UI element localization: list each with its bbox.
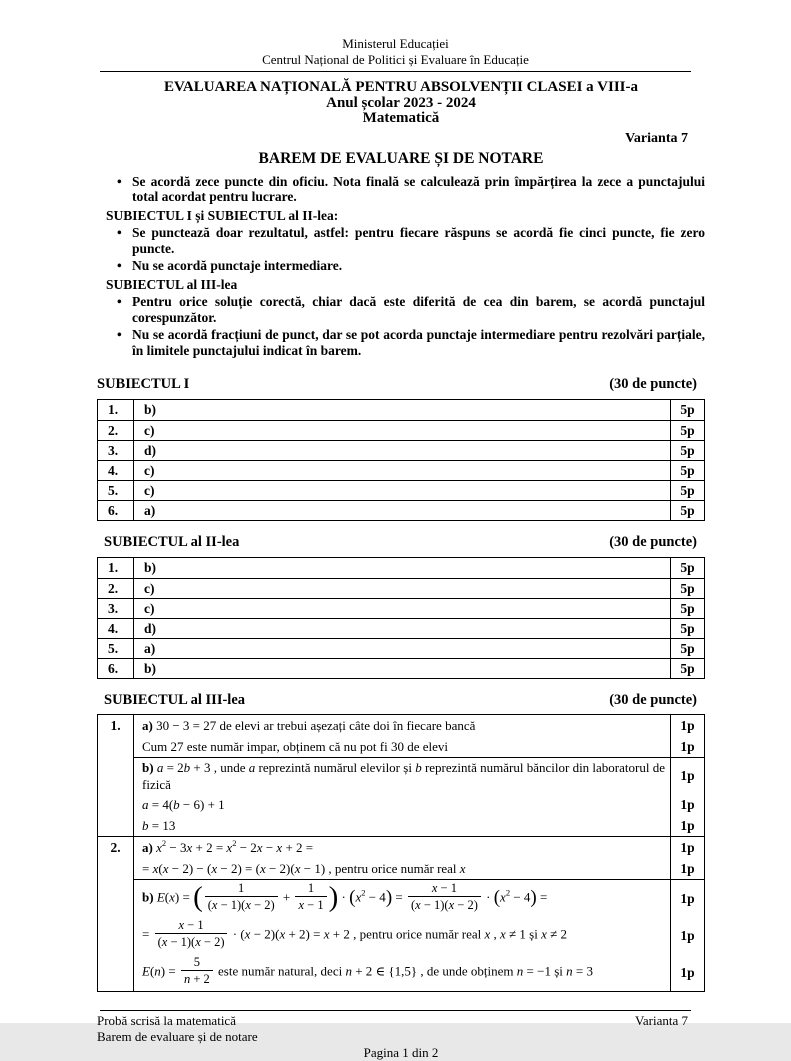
text-segment: x <box>178 918 185 932</box>
row-number: 3. <box>98 599 134 618</box>
text-segment: b <box>415 760 422 775</box>
solution-line <box>134 736 704 757</box>
section-heading-2 <box>97 535 705 550</box>
text-segment: x <box>195 935 201 949</box>
text-segment: ( <box>410 898 416 912</box>
text-segment: ( <box>157 935 162 949</box>
text-segment: b <box>173 797 180 812</box>
text-segment: x <box>211 898 218 912</box>
text-segment: x <box>226 840 233 855</box>
row-number: 2. <box>98 421 134 440</box>
row-answer: c) <box>144 482 155 498</box>
text-segment: − 2)( <box>265 861 295 876</box>
row-points: 5p <box>670 421 704 440</box>
table-row <box>98 420 704 440</box>
answers-table-subject1 <box>97 399 705 521</box>
text-segment: = 13 <box>148 818 176 833</box>
row-number: 4. <box>98 461 134 480</box>
instruction-bullet: • Se punctează doar rezultatul, astfel: pentru fiecare răspuns se acordă fie cinci puncte, fie zero puncte. <box>97 225 705 256</box>
text-segment: − 1 <box>184 918 204 932</box>
text-segment: reprezintă numărul elevilor și <box>255 760 416 775</box>
text-segment: 2 <box>161 838 167 848</box>
solution-points: 1p <box>670 715 704 736</box>
row-number: 5. <box>98 481 134 500</box>
text-segment: ( <box>164 889 170 905</box>
variant-label: Varianta 7 <box>625 130 688 146</box>
answers-table-subject2 <box>97 557 705 679</box>
table-row <box>98 598 704 618</box>
text-segment: n <box>345 963 352 979</box>
text-segment: n <box>516 963 524 979</box>
header-center: Centrul Național de Politici și Evaluare în Educație <box>262 52 529 67</box>
row-answer: d) <box>144 442 157 458</box>
text-segment: x <box>276 840 283 855</box>
text-segment: n <box>154 963 161 979</box>
row-answer: b) <box>144 560 157 575</box>
big-paren: ) <box>530 886 537 908</box>
math-fraction <box>181 955 213 986</box>
big-paren: ) <box>385 886 393 908</box>
text-segment: x <box>355 889 362 905</box>
solution-points: 1p <box>670 794 704 815</box>
text-segment: ( <box>149 963 155 979</box>
row-number: 2. <box>98 837 134 991</box>
text-segment: − 3 <box>166 840 187 855</box>
table-row <box>98 558 704 578</box>
solution-points: 1p <box>670 758 704 794</box>
table-row <box>98 638 704 658</box>
solution-text <box>134 794 670 815</box>
table-row <box>98 618 704 638</box>
text-segment: ( <box>207 898 212 912</box>
row-number: 1. <box>98 715 134 836</box>
math-fraction <box>205 881 278 912</box>
text-segment: − 2) = ( <box>217 861 260 876</box>
text-segment: · <box>482 889 494 905</box>
text-segment: x <box>415 898 421 912</box>
text-segment: = 2 <box>163 760 184 775</box>
solution-line <box>134 880 704 917</box>
row-answer: c) <box>144 600 155 616</box>
text-segment: 2 <box>232 838 237 848</box>
row-number: 3. <box>98 441 134 460</box>
row-points: 5p <box>670 619 704 638</box>
table-row <box>98 500 704 520</box>
text-segment: + 2 , pentru orice număr real <box>329 926 485 942</box>
text-segment: este număr natural, deci <box>214 963 346 979</box>
text-segment: x <box>259 861 266 876</box>
section-title: SUBIECTUL I <box>97 376 190 392</box>
solution-line <box>134 954 704 991</box>
text-segment: = <box>142 861 153 876</box>
footer-exam-type: Probă scrisă la matematică <box>97 1013 236 1028</box>
text-segment: x <box>169 889 175 905</box>
math-fraction <box>408 881 481 912</box>
text-segment: x <box>500 889 506 905</box>
text-segment: x <box>152 861 159 876</box>
header-ministry: Ministerul Educației <box>342 36 449 51</box>
footer-page-number: Pagina 1 din 2 <box>363 1045 439 1060</box>
row-number: 1. <box>98 400 134 420</box>
table-row <box>98 578 704 598</box>
text-segment: x <box>279 926 286 942</box>
text-segment: + 2 = <box>192 840 227 855</box>
instruction-bullet: • Se acordă zece puncte din oficiu. Nota finală se calculează prin împărțirea la zece a punctajului total acordat pentru lucrare. <box>97 174 705 205</box>
text-segment: − 2)( <box>250 926 280 942</box>
footer-variant: Varianta 7 <box>634 1013 688 1028</box>
text-segment: − 2) <box>250 898 275 912</box>
big-paren: ( <box>349 886 356 908</box>
row-answer: b) <box>144 402 157 417</box>
text-segment: 1 <box>238 881 245 895</box>
math-fraction <box>295 881 326 912</box>
solution-text <box>134 837 670 858</box>
solution-subrow <box>134 715 704 757</box>
row-answer: c) <box>144 462 155 478</box>
text-segment: · <box>338 889 350 905</box>
text-segment: − 2) <box>454 898 478 912</box>
text-segment: · ( <box>229 926 245 942</box>
big-paren: ) <box>328 880 339 913</box>
row-points: 5p <box>670 501 704 520</box>
fraction-numerator <box>295 881 326 897</box>
instruction-bullet: • Pentru orice soluție corectă, chiar dacă este diferită de cea din barem, se acordă punctajul corespunzător. <box>97 294 705 325</box>
solution-text <box>134 715 670 736</box>
text-segment: + 2) = <box>285 926 324 942</box>
text-segment: x <box>256 840 263 855</box>
section-points: (30 de puncte) <box>609 692 697 708</box>
row-answer: d) <box>144 620 157 636</box>
text-segment: x <box>323 926 330 942</box>
solution-subrow <box>134 837 704 879</box>
text-segment: x <box>541 926 547 942</box>
solution-text <box>134 954 670 991</box>
row-points: 5p <box>670 599 704 618</box>
text-segment: ) = <box>160 963 179 979</box>
text-segment: − 1 <box>304 898 324 912</box>
text-segment: = −1 și <box>523 963 567 979</box>
text-segment: 5 <box>193 955 200 969</box>
text-segment: + 3 , unde <box>190 760 249 775</box>
text-segment: − 6) + 1 <box>179 797 225 812</box>
row-number: 6. <box>98 501 134 520</box>
text-segment: reprezintă numărul băncilor din laboratorul de fizică <box>142 760 665 792</box>
text-segment: − 1 <box>437 881 457 895</box>
section-heading-1 <box>97 377 705 392</box>
text-segment: = 4( <box>148 797 174 812</box>
solution-points: 1p <box>670 880 704 917</box>
section-heading-3 <box>97 693 705 708</box>
big-paren: ( <box>193 880 203 913</box>
text-segment: x <box>298 898 305 912</box>
text-segment: 2 <box>505 887 511 898</box>
text-segment: b <box>142 818 149 833</box>
row-points: 5p <box>670 481 704 500</box>
solution-points: 1p <box>670 736 704 757</box>
text-segment: x <box>500 926 506 942</box>
text-segment: − 1)( <box>217 898 246 912</box>
text-segment: Cum 27 este număr impar, obținem că nu pot fi 30 de elevi <box>142 739 448 754</box>
solution-row <box>98 715 704 836</box>
solution-line <box>134 794 704 815</box>
table-row <box>98 440 704 460</box>
text-segment: ≠ 1 și <box>505 926 542 942</box>
text-segment: 1 <box>307 881 315 895</box>
text-segment: = <box>392 889 406 905</box>
text-segment: = <box>142 926 153 942</box>
solution-line <box>134 917 704 954</box>
row-answer: b) <box>144 660 157 676</box>
row-number: 2. <box>98 579 134 598</box>
fraction-numerator <box>408 881 481 897</box>
text-segment: b <box>183 760 191 775</box>
fraction-numerator <box>205 881 278 897</box>
text-segment: 2 <box>361 887 366 898</box>
text-segment: x <box>431 881 438 895</box>
solution-points: 1p <box>670 815 704 836</box>
section-title: SUBIECTUL al II-lea <box>104 534 240 550</box>
footer-rule <box>100 1010 691 1011</box>
big-paren: ( <box>493 886 501 908</box>
row-points: 5p <box>670 441 704 460</box>
solution-row <box>98 836 704 991</box>
text-segment: − 1) , pentru orice număr real <box>300 861 460 876</box>
school-year: Anul școlar 2023 - 2024 <box>326 94 476 111</box>
row-number: 5. <box>98 639 134 658</box>
solution-points: 1p <box>670 858 704 879</box>
fraction-numerator <box>155 918 228 934</box>
section-points: (30 de puncte) <box>609 534 697 550</box>
table-row <box>98 460 704 480</box>
text-segment: ( <box>158 861 163 876</box>
text-segment: − <box>262 840 277 855</box>
header-rule <box>100 71 691 72</box>
solution-line <box>134 715 704 736</box>
row-points: 5p <box>670 579 704 598</box>
text-segment: − 2 <box>236 840 257 855</box>
text-segment: ≠ 2 <box>546 926 568 942</box>
solution-line <box>134 858 704 879</box>
row-answer: c) <box>144 422 155 438</box>
row-points: 5p <box>670 400 704 420</box>
fraction-denominator <box>295 897 326 912</box>
text-segment: − 4 <box>510 889 531 905</box>
text-segment: n <box>183 972 191 986</box>
solution-line <box>134 837 704 858</box>
text-segment: b) <box>142 760 157 775</box>
text-segment: + 2 <box>190 972 210 986</box>
text-segment: + 2 = <box>282 840 314 855</box>
subject-name: Matematică <box>362 110 440 126</box>
solution-line <box>134 758 704 794</box>
row-points: 5p <box>670 659 704 678</box>
text-segment: E <box>142 963 150 979</box>
solution-text <box>134 880 670 917</box>
table-row <box>98 658 704 678</box>
solution-subrow <box>134 879 704 991</box>
row-points: 5p <box>670 461 704 480</box>
text-segment: a) <box>142 718 157 733</box>
solution-text <box>134 815 670 836</box>
solution-text <box>134 758 670 794</box>
solution-text <box>134 858 670 879</box>
table-row <box>98 480 704 500</box>
row-points: 5p <box>670 639 704 658</box>
section-points: (30 de puncte) <box>609 376 697 392</box>
text-segment: x <box>211 861 218 876</box>
text-segment: a <box>142 797 149 812</box>
row-number: 1. <box>98 558 134 578</box>
solution-points: 1p <box>670 917 704 954</box>
text-segment: − 2) <box>200 935 225 949</box>
solution-row-body <box>134 837 704 991</box>
text-segment: − 4 <box>365 889 386 905</box>
text-segment: ) = <box>174 889 194 905</box>
solution-subrow <box>134 757 704 836</box>
text-segment: a <box>156 760 164 775</box>
text-segment: n <box>566 963 573 979</box>
row-number: 6. <box>98 659 134 678</box>
text-segment: , <box>490 926 500 942</box>
fraction-denominator <box>181 971 213 986</box>
text-segment: x <box>244 926 251 942</box>
text-segment: a <box>248 760 256 775</box>
text-segment: x <box>294 861 301 876</box>
instruction-bullet: • Nu se acordă punctaje intermediare. <box>97 258 705 274</box>
text-segment: = 3 <box>572 963 593 979</box>
text-segment: x <box>186 840 193 855</box>
instruction-bullet: • Nu se acordă fracțiuni de punct, dar se pot acorda punctaje intermediare pentru rezolvări parțiale, în limitele punctajului indicat în barem. <box>97 327 705 358</box>
text-segment: x <box>459 861 466 876</box>
instructions-subheading: SUBIECTUL al III-lea <box>106 276 238 292</box>
text-segment: b) <box>142 889 157 905</box>
text-segment: x <box>245 898 251 912</box>
text-segment: x <box>156 840 162 855</box>
exam-title: EVALUAREA NAȚIONALĂ PENTRU ABSOLVENȚII CLASEI a VIII-a <box>163 79 639 95</box>
text-segment: − 1)( <box>420 898 449 912</box>
solution-line <box>134 815 704 836</box>
solutions-table-subject3 <box>97 714 705 992</box>
row-answer: a) <box>144 502 156 518</box>
row-points: 5p <box>670 558 704 578</box>
text-segment: x <box>162 861 169 876</box>
text-segment: x <box>448 898 455 912</box>
fraction-denominator <box>155 934 228 949</box>
text-segment: a) <box>142 840 157 855</box>
text-segment: 30 − 3 = 27 de elevi ar trebui așezați câte doi în fiecare bancă <box>156 718 476 733</box>
text-segment: x <box>161 935 168 949</box>
solution-points: 1p <box>670 837 704 858</box>
text-segment: E <box>156 889 165 905</box>
fraction-denominator <box>408 897 481 912</box>
section-title: SUBIECTUL al III-lea <box>104 692 246 708</box>
row-answer: a) <box>144 640 156 656</box>
text-segment: x <box>484 926 491 942</box>
solution-row-body <box>134 715 704 836</box>
solution-points: 1p <box>670 954 704 991</box>
barem-title: BAREM DE EVALUARE ȘI DE NOTARE <box>258 149 544 167</box>
table-row <box>98 400 704 420</box>
text-segment: + 2 ∈ {1,5} , de unde obținem <box>351 963 517 979</box>
footer-doc-type: Barem de evaluare și de notare <box>97 1028 258 1044</box>
text-segment: + <box>279 889 294 905</box>
fraction-numerator <box>181 955 213 971</box>
text-segment: = <box>536 889 548 905</box>
math-fraction <box>155 918 228 949</box>
row-number: 4. <box>98 619 134 638</box>
instructions <box>97 174 705 359</box>
text-segment: − 2) − ( <box>168 861 212 876</box>
row-answer: c) <box>144 580 155 596</box>
text-segment: − 1)( <box>167 935 196 949</box>
solution-text <box>134 736 670 757</box>
solution-text <box>134 917 670 954</box>
instructions-subheading: SUBIECTUL I și SUBIECTUL al II-lea: <box>106 207 339 223</box>
fraction-denominator <box>205 897 278 912</box>
